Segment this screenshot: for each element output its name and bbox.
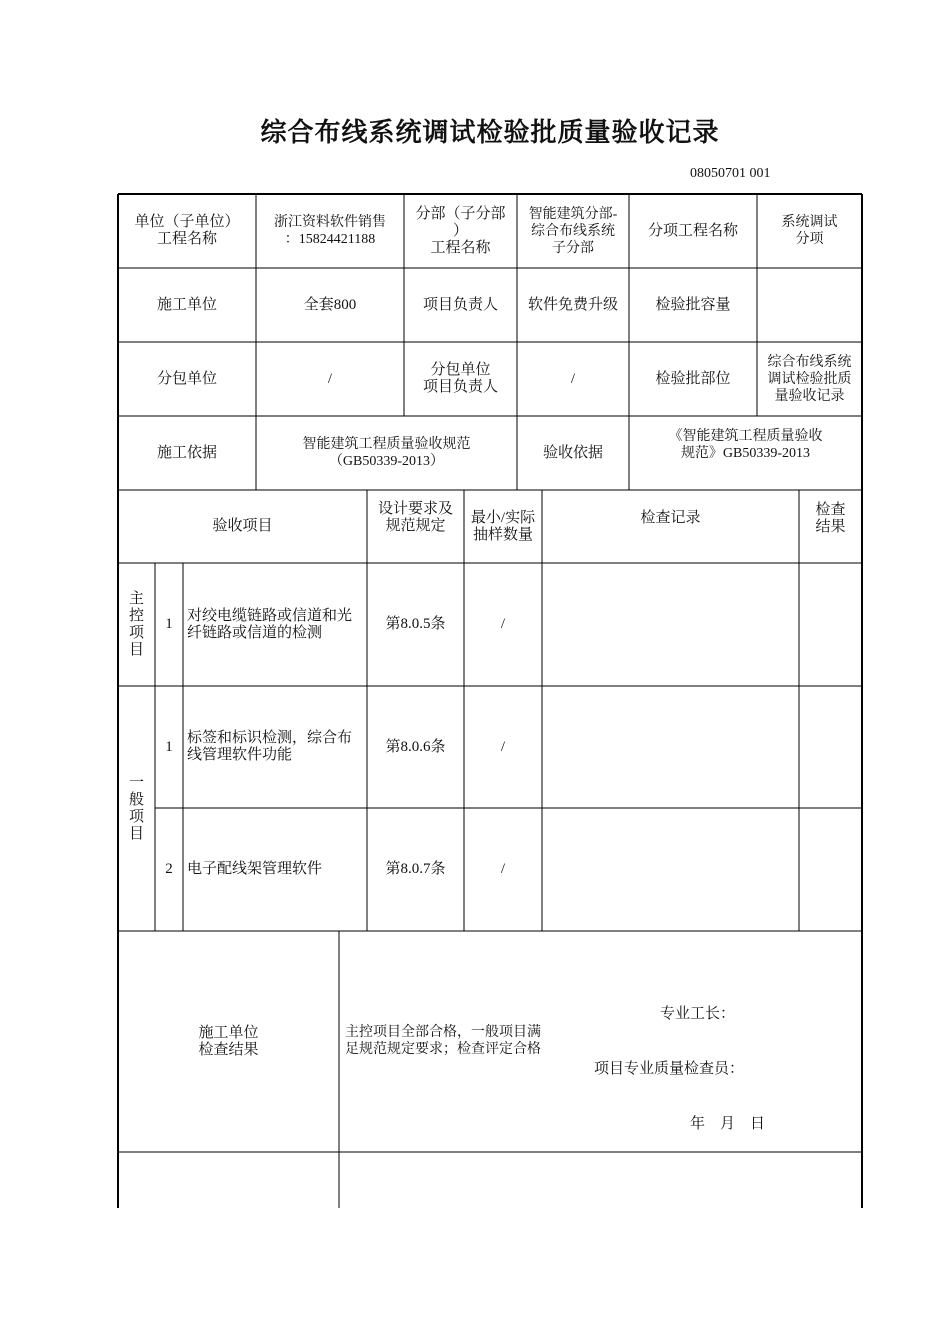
row-3-number: 2 (165, 861, 173, 877)
row-2-description-line1: 标签和标识检测，综合布 (187, 730, 353, 746)
row-3-record[interactable] (542, 808, 799, 931)
row-2-description (183, 686, 367, 808)
subdivision-label-line1: 分部（子分部 (415, 205, 506, 222)
column-header-result-line1: 检查 (815, 501, 846, 518)
main-control-group-label (118, 563, 155, 686)
unit-name-label-line2: 工程名称 (156, 231, 217, 247)
row-2-description-line2: 线管理软件功能 (187, 747, 293, 763)
row-1-record[interactable] (542, 563, 799, 686)
batch-location-value-line2: 调试检验批质 (767, 371, 852, 387)
construction-basis-label: 施工依据 (156, 444, 217, 461)
subitem-value-line1: 系统调试 (781, 215, 838, 230)
contractor-check-label-line1: 施工单位 (198, 1024, 259, 1041)
unit-name-value (256, 194, 404, 268)
project-manager-value: 软件免费升级 (527, 296, 618, 313)
subdivision-value (517, 194, 629, 268)
general-group-label (118, 686, 155, 931)
row-1-number: 1 (165, 616, 173, 632)
row-1-description-line1: 对绞电缆链路或信道和光 (187, 607, 353, 624)
row-2-sample: / (500, 738, 506, 755)
batch-capacity-label: 检验批容量 (655, 296, 731, 313)
column-header-record: 检查记录 (640, 510, 701, 526)
subcontractor-value: / (327, 370, 333, 387)
acceptance-basis-value-line2: 规范》GB50339-2013 (680, 446, 811, 461)
subcontractor-label: 分包单位 (156, 370, 217, 387)
column-header-result-line2: 结果 (815, 518, 846, 535)
row-1-description-line2: 纤链路或信道的检测 (187, 624, 323, 641)
date-label: 年 月 日 (690, 1115, 766, 1132)
row-2-number: 1 (165, 738, 173, 755)
row-3-description: 电子配线架管理软件 (187, 861, 323, 877)
check-conclusion (341, 1024, 581, 1060)
check-conclusion-line1: 主控项目全部合格，一般项目满 (345, 1025, 541, 1040)
general-group-char-4: 目 (128, 825, 144, 842)
column-header-design-line2: 规范规定 (385, 517, 446, 534)
unit-name-value-line1: 浙江资料软件销售 (274, 215, 386, 230)
subdivision-label-line3: 工程名称 (430, 239, 491, 256)
row-2-clause: 第8.0.6条 (385, 738, 446, 755)
subdivision-value-line1: 智能建筑分部- (528, 206, 618, 222)
general-group-char-3: 项 (128, 808, 144, 825)
row-2-record[interactable] (542, 686, 799, 808)
unit-name-label (118, 194, 256, 268)
document-number: 08050701 001 (690, 166, 771, 181)
unit-name-label-line1: 单位（子单位） (134, 214, 240, 230)
subdivision-label (404, 194, 517, 268)
row-1-result[interactable] (799, 563, 862, 686)
batch-location-value (757, 342, 862, 416)
contractor-check-label (118, 931, 339, 1152)
row-2-result[interactable] (799, 686, 862, 808)
main-group-char-4: 目 (128, 641, 144, 658)
batch-capacity-value (757, 268, 862, 342)
sub-pm-label-line2: 项目负责人 (422, 379, 498, 395)
column-header-design-line1: 设计要求及 (377, 500, 453, 517)
quality-inspector-label: 项目专业质量检查员： (594, 1060, 745, 1077)
construction-basis-value-line2: （GB50339-2013） (328, 454, 445, 469)
batch-location-value-line3: 量验收记录 (774, 388, 845, 404)
construction-basis-value (256, 416, 517, 490)
page-title: 综合布线系统调试检验批质量验收记录 (260, 118, 720, 147)
acceptance-basis-label: 验收依据 (542, 444, 603, 461)
column-header-design (367, 490, 464, 545)
column-header-sample-line2: 抽样数量 (472, 526, 533, 543)
row-1-sample: / (500, 616, 506, 632)
row-3-clause: 第8.0.7条 (385, 861, 446, 877)
sub-pm-label (404, 342, 517, 416)
construction-basis-value-line1: 智能建筑工程质量验收规范 (302, 437, 471, 452)
subitem-label: 分项工程名称 (647, 222, 738, 239)
row-1-description (183, 563, 367, 686)
subdivision-value-line2: 综合布线系统 (531, 223, 615, 239)
subitem-value-line2: 分项 (795, 232, 824, 247)
main-group-char-2: 控 (128, 607, 144, 624)
sub-pm-label-line1: 分包单位 (430, 362, 491, 378)
batch-location-label: 检验批部位 (655, 370, 731, 387)
main-group-char-3: 项 (128, 624, 144, 641)
subdivision-value-line3: 子分部 (552, 240, 594, 256)
contractor-value: 全套800 (303, 296, 357, 313)
check-conclusion-line2: 足规范规定要求；检查评定合格 (345, 1042, 541, 1057)
row-3-sample: / (500, 861, 506, 877)
batch-location-value-line1: 综合布线系统 (767, 354, 852, 370)
main-group-char-1: 主 (128, 590, 144, 607)
acceptance-basis-value (629, 416, 862, 474)
column-header-sample (464, 490, 542, 563)
general-group-char-1: 一 (128, 774, 144, 791)
subdivision-label-line2: ） (452, 222, 468, 239)
row-1-clause: 第8.0.5条 (385, 616, 446, 632)
contractor-label: 施工单位 (156, 296, 217, 313)
subitem-value (757, 194, 862, 268)
sub-pm-value: / (570, 370, 576, 387)
acceptance-basis-value-line1: 《智能建筑工程质量验收 (668, 429, 823, 444)
project-manager-label: 项目负责人 (422, 296, 498, 313)
unit-name-value-line2: ：15824421188 (284, 232, 376, 247)
foreman-signature-label: 专业工长： (660, 1005, 736, 1022)
column-header-item: 验收项目 (212, 518, 273, 534)
row-3-result[interactable] (799, 808, 862, 931)
column-header-sample-line1: 最小/实际 (470, 509, 536, 526)
column-header-result (799, 490, 862, 547)
general-group-char-2: 般 (128, 791, 144, 808)
contractor-check-label-line2: 检查结果 (198, 1041, 259, 1058)
